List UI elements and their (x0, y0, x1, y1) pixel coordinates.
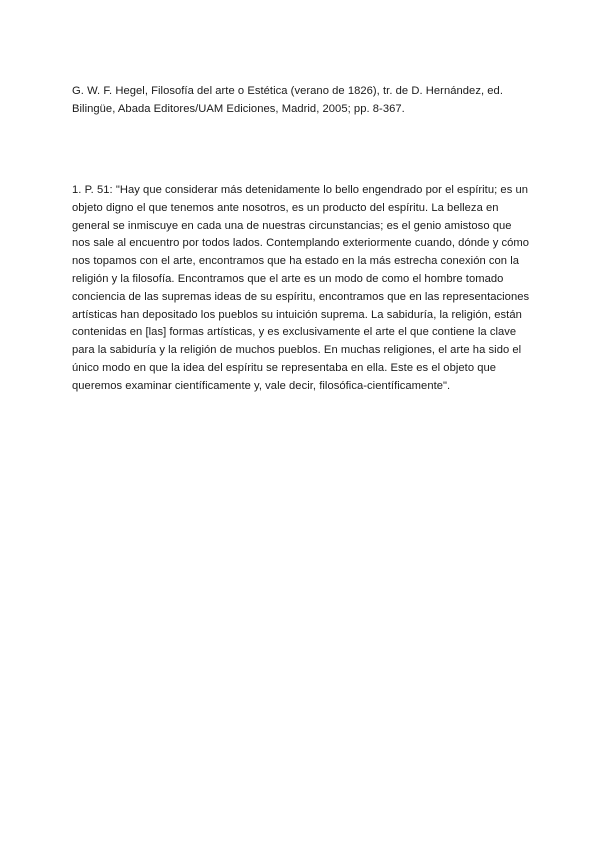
bibliographic-citation: G. W. F. Hegel, Filosofía del arte o Estética (verano de 1826), tr. de D. Hernández, ed. Bilingüe, Abada Editores/UAM Ediciones, Madrid, 2005; pp. 8-367. (72, 85, 503, 115)
quote-note-1: 1. P. 51: "Hay que considerar más detenidamente lo bello engendrado por el espíritu; es un objeto digno el que tenemos ante nosotros, es un producto del espíritu. La belleza en general se inmiscuye en cada una de nuestras circunstancias; es el genio amistoso que nos sale al encuentro por todos lados. Contemplando exteriormente cuando, dónde y cómo nos topamos con el arte, encontramos que ha estado en la más estrecha conexión con la religión y la filosofía. Encontramos que el arte es un modo de como el hombre tomado conciencia de las supremas ideas de su espíritu, encontramos que en las representaciones artísticas han depositado los pueblos su intuición suprema. La sabiduría, la religión, están contenidas en [las] formas artísticas, y es exclusivamente el arte el que contiene la clave para la sabiduría y la religión de muchos pueblos. En muchas religiones, el arte ha sido el único modo en que la idea del espíritu se representaba en ella. Este es el objeto que queremos examinar científicamente y, vale decir, filosófica-científicamente". (72, 184, 530, 392)
